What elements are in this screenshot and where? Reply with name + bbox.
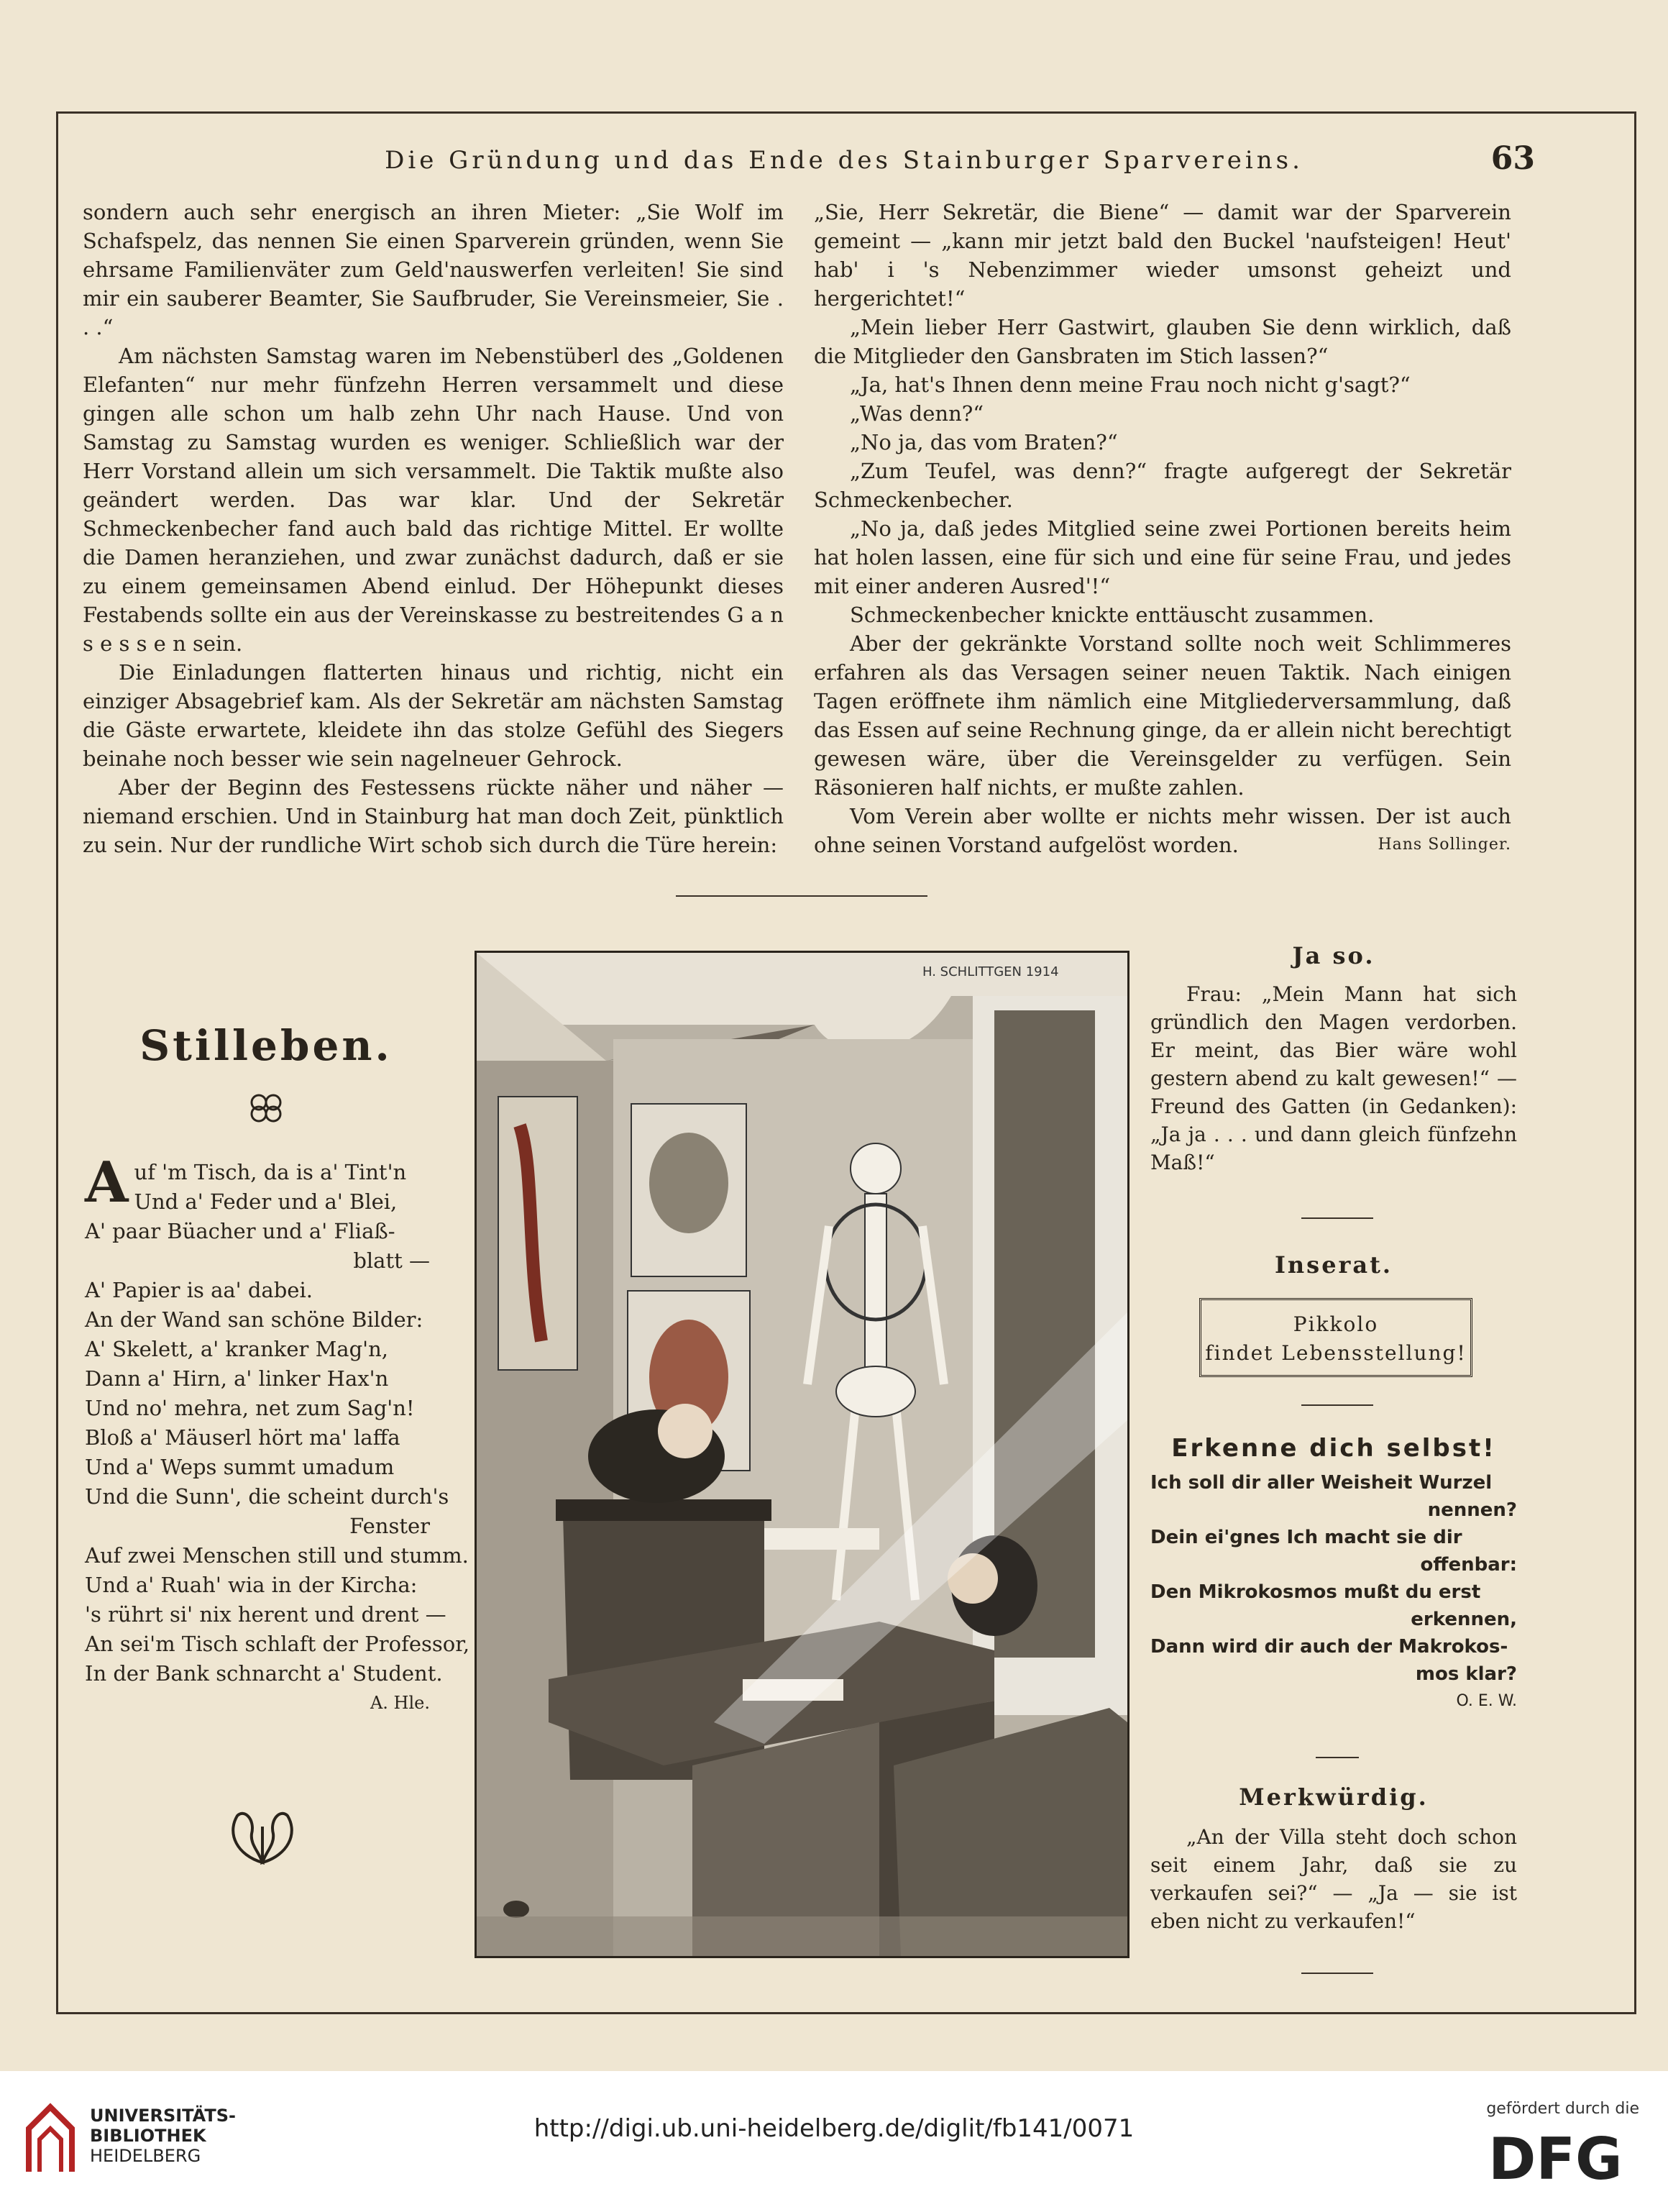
- inserat-box: [1199, 1298, 1472, 1377]
- poem-line: Und a' Feder und a' Blei,: [134, 1189, 398, 1214]
- poem-line: Und die Sunn', die scheint durch's: [85, 1484, 449, 1509]
- section-divider: [676, 895, 927, 897]
- funding-label: gefördert durch die: [1486, 2100, 1639, 2118]
- poem-line: Und a' Ruah' wia in der Kircha:: [85, 1573, 418, 1597]
- poem-line: A' paar Büacher und a' Fliaß-: [85, 1219, 395, 1243]
- classroom-drawing: [477, 953, 1127, 1956]
- poem-line: Bloß a' Mäuserl hört ma' laffa: [85, 1425, 400, 1450]
- article-paragraph: „Zum Teufel, was denn?“ fragte aufgeregt der Sekretär Schmeckenbecher.: [814, 459, 1511, 512]
- sidebar-divider: [1301, 1973, 1373, 1974]
- inserat-line1: Pikkolo: [1293, 1312, 1379, 1336]
- poem-line: Dann a' Hirn, a' linker Hax'n: [85, 1366, 389, 1391]
- running-title: Die Gründung und das Ende des Stainburger Sparvereins.: [385, 146, 1303, 175]
- erkenne-line: Dann wird dir auch der Makrokos-: [1150, 1636, 1508, 1658]
- institution-line3: HEIDELBERG: [90, 2146, 201, 2166]
- article-column-right: [814, 198, 1511, 859]
- ornament-icon: [244, 1089, 288, 1125]
- inserat-title: Inserat.: [1274, 1251, 1393, 1279]
- dfg-logo-icon: [1481, 2129, 1639, 2186]
- poem-line: Fenster: [349, 1514, 430, 1538]
- sidebar-divider: [1316, 1757, 1359, 1758]
- running-head: [56, 140, 1632, 176]
- flourish-icon: [223, 1805, 302, 1870]
- sidebar-divider: [1301, 1404, 1373, 1406]
- poem-author: A. Hle.: [370, 1693, 430, 1713]
- dfg-logo-text: DFG: [1488, 2129, 1623, 2186]
- article-paragraph: Aber der gekränkte Vorstand sollte noch weit Schlimmeres erfahren als das Versagen seiner neuen Taktik. Nach einigen Tagen eröffnete ihm nämlich eine Mitgliederversammlung, daß das Essen auf seine Rechnung ginge, da er allein nicht berechtigt gewesen wäre, über die Vereinsgelder zu verfügen. Sein Räsonieren half nichts, er mußte zahlen.: [814, 631, 1511, 800]
- erkenne-line: nennen?: [1427, 1499, 1517, 1521]
- erkenne-line: Dein ei'gnes Ich macht sie dir: [1150, 1527, 1462, 1548]
- source-url-link[interactable]: http://digi.ub.uni-heidelberg.de/diglit/fb141/0071: [533, 2114, 1135, 2143]
- article-paragraph: „No ja, daß jedes Mitglied seine zwei Portionen bereits heim hat holen lassen, eine für sich und eine für seine Frau, und jedes mit einer anderen Ausred'!“: [814, 516, 1511, 598]
- article-paragraph: „Sie, Herr Sekretär, die Biene“ — damit war der Sparverein gemeint — „kann mir jetzt bald den Buckel 'naufsteigen! Heut' hab' i 's Nebenzimmer wieder umsonst geheizt und hergerichtet!“: [814, 200, 1511, 311]
- article-paragraph: Am nächsten Samstag waren im Nebenstüberl des „Goldenen Elefanten“ nur mehr fünfzehn Herren versammelt und diese gingen alle schon um halb zehn Uhr nach Hause. Und von Samstag zu Samstag wurden es weniger. Schließlich war der Herr Vorstand allein um sich versammelt. Die Taktik mußte also geändert werden. Das war klar. Und der Sekretär Schmeckenbecher fand auch bald das richtige Mittel. Er wollte die Damen heranziehen, und zwar zunächst dadurch, daß er sie zu einem gemeinsamen Abend einlud. Der Höhepunkt dieses Festabends sollte ein aus der Vereinskasse zu bestreitendes G a n s e s s e n sein.: [83, 344, 784, 656]
- institution-line2: BIBLIOTHEK: [90, 2126, 206, 2146]
- article-paragraph: Schmeckenbecher knickte enttäuscht zusammen.: [850, 603, 1375, 627]
- poem-line: Und a' Weps summt umadum: [85, 1455, 395, 1479]
- erkenne-title: Erkenne dich selbst!: [1171, 1434, 1496, 1463]
- erkenne-line: offenbar:: [1420, 1554, 1517, 1576]
- erkenne-line: mos klar?: [1415, 1663, 1517, 1685]
- inserat-line2: findet Lebensstellung!: [1205, 1341, 1467, 1365]
- poem-body: [85, 1150, 470, 1718]
- merk-block: [1150, 1783, 1517, 1935]
- poem-line: A' Skelett, a' kranker Mag'n,: [85, 1337, 389, 1361]
- footer: [0, 2071, 1668, 2212]
- poem-line: An sei'm Tisch schlaft der Professor,: [85, 1632, 470, 1656]
- erkenne-line: Ich soll dir aller Weisheit Wurzel: [1150, 1472, 1493, 1494]
- poem-dropcap: A: [85, 1150, 129, 1215]
- illustration-signature: H. SCHLITTGEN 1914: [922, 964, 1059, 979]
- erkenne-author: O. E. W.: [1456, 1692, 1517, 1710]
- inserat-block: [1150, 1251, 1517, 1279]
- erkenne-block: [1150, 1435, 1517, 1715]
- article-paragraph: „Ja, hat's Ihnen denn meine Frau noch nicht g'sagt?“: [850, 373, 1411, 397]
- poem-line: uf 'm Tisch, da is a' Tint'n: [134, 1160, 407, 1184]
- poem-line: blatt —: [353, 1248, 430, 1273]
- jaso-title: Ja so.: [1292, 942, 1375, 969]
- merk-text: „An der Villa steht doch schon seit einem Jahr, daß sie zu verkaufen sei?“ — „Ja — sie ist eben nicht zu verkaufen!“: [1150, 1825, 1517, 1933]
- article-paragraph: Aber der Beginn des Festessens rückte näher und näher — niemand erschien. Und in Stainburg hat man doch Zeit, pünktlich zu sein. Nur der rundliche Wirt schob sich durch die Türe herein:: [83, 775, 784, 857]
- jaso-text: Frau: „Mein Mann hat sich gründlich den Magen verdorben. Er meint, das Bier wäre wohl gestern abend zu kalt gewesen!“ — Freund des Gatten (in Gedanken): „Ja ja . . . und dann gleich fünfzehn Maß!“: [1150, 982, 1517, 1174]
- poem-line: An der Wand san schöne Bilder:: [85, 1307, 423, 1332]
- poem-line: Und no' mehra, net zum Sag'n!: [85, 1396, 415, 1420]
- institution-line1: UNIVERSITÄTS-: [90, 2106, 237, 2126]
- erkenne-line: Den Mikrokosmos mußt du erst: [1150, 1581, 1481, 1603]
- classroom-illustration: [475, 951, 1129, 1958]
- page-number: 63: [1490, 140, 1535, 177]
- sidebar-divider: [1301, 1217, 1373, 1219]
- erkenne-line: erkennen,: [1411, 1609, 1517, 1630]
- poem-line: In der Bank schnarcht a' Student.: [85, 1661, 443, 1686]
- jaso-block: [1150, 942, 1517, 1176]
- merk-title: Merkwürdig.: [1239, 1783, 1429, 1811]
- article-paragraph: „Mein lieber Herr Gastwirt, glauben Sie denn wirklich, daß die Mitglieder den Gansbraten im Stich lassen?“: [814, 315, 1511, 368]
- article-paragraph: sondern auch sehr energisch an ihren Mieter: „Sie Wolf im Schafspelz, das nennen Sie einen Sparverein gründen, wenn Sie ehrsame Familienväter zum Geld'nauswerfen verleiten! Sie sind mir ein sauberer Beamter, Sie Saufbruder, Sie Vereinsmeier, Sie . . .“: [83, 200, 784, 339]
- article-paragraph: Die Einladungen flatterten hinaus und richtig, nicht ein einziger Absagebrief kam. Als der Sekretär am nächsten Samstag die Gäste erwartete, kleidete ihn das stolze Gefühl des Siegers beinahe noch besser wie sein nagelneuer Gehrock.: [83, 660, 784, 771]
- article-author: Hans Sollinger.: [1378, 836, 1511, 854]
- poem-line: 's rührt si' nix herent und drent —: [85, 1602, 446, 1627]
- poem-title: Stilleben.: [139, 1021, 393, 1070]
- poem-line: Auf zwei Menschen still und stumm.: [85, 1543, 469, 1568]
- poem-line: A' Papier is aa' dabei.: [85, 1278, 313, 1302]
- article-column-left: [83, 198, 784, 859]
- article-paragraph: „No ja, das vom Braten?“: [850, 430, 1118, 454]
- article-paragraph: „Was denn?“: [850, 401, 984, 426]
- article-paragraph: Vom Verein aber wollte er nichts mehr wissen. Der ist auch ohne seinen Vorstand aufgelöst worden. Hans Sollinger.: [814, 802, 1511, 859]
